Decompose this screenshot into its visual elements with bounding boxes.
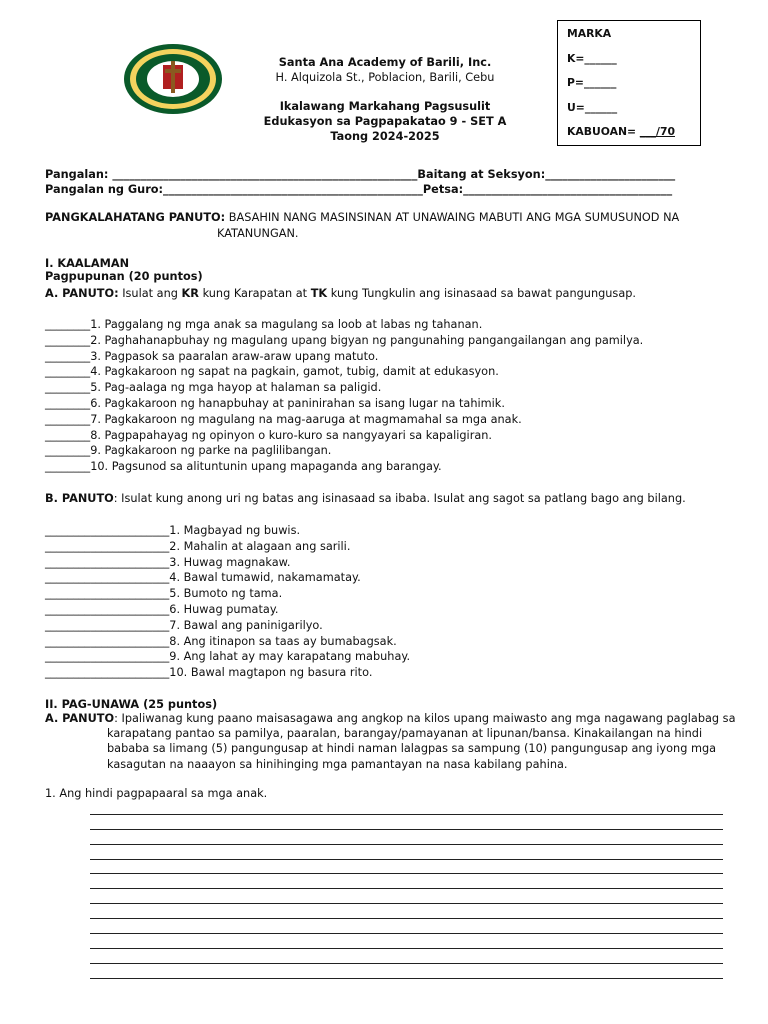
answer-line[interactable]: [90, 904, 723, 919]
part-b-item[interactable]: ______________________1. Magbayad ng buwis.: [45, 524, 301, 537]
section-2-line-1: : Ipaliwanag kung paano maisasagawa ang angkop na kilos upang maiwasto ang mga nagawang paglabag sa: [114, 712, 736, 725]
score-k[interactable]: K=______: [567, 51, 617, 65]
section-1-title: I. KAALAMAN: [45, 257, 130, 270]
section-2-line-4: kasagutan na naaayon sa hinihinging mga pamantayan na nasa kabilang pahina.: [107, 758, 568, 771]
tk-abbrev: TK: [310, 287, 328, 300]
answer-line[interactable]: [90, 845, 723, 860]
part-b-item[interactable]: ______________________5. Bumoto ng tama.: [45, 587, 283, 601]
part-b-label: B. PANUTO: [45, 492, 114, 505]
part-b-item[interactable]: ______________________6. Huwag pumatay.: [45, 602, 279, 616]
part-a-item[interactable]: ________1. Paggalang ng mga anak sa magulang sa loob at labas ng tahanan.: [45, 318, 483, 331]
school-address: H. Alquizola St., Poblacion, Barili, Cebu: [275, 71, 495, 84]
part-a-label: A. PANUTO:: [45, 287, 119, 300]
general-label: PANGKALAHATANG PANUTO:: [45, 211, 226, 224]
name-field[interactable]: [45, 167, 675, 183]
part-b-item[interactable]: ______________________2. Mahalin at alagaan ang sarili.: [45, 539, 351, 553]
score-total-label: KABUOAN=: [567, 125, 640, 138]
part-a-items: [45, 317, 643, 475]
part-a-item[interactable]: ________3. Pagpasok sa paaralan araw-araw upang matuto.: [45, 349, 379, 363]
teacher-field[interactable]: [45, 182, 672, 198]
answer-line[interactable]: [90, 860, 723, 875]
part-b-item[interactable]: ______________________4. Bawal tumawid, nakamamatay.: [45, 571, 361, 585]
part-a-instructions: [45, 286, 636, 302]
score-u[interactable]: U=______: [567, 100, 618, 114]
score-total: [567, 125, 691, 150]
part-b-item[interactable]: ______________________3. Huwag magnakaw.: [45, 555, 291, 569]
teacher-line[interactable]: _____________________________: [259, 183, 423, 196]
part-a-text-2: kung Karapatan at: [198, 287, 311, 300]
school-logo: [123, 43, 223, 115]
part-a-item[interactable]: ________2. Paghahanapbuhay ng magulang upang bigyan ng pangunahing pangangailangan ang pamilya.: [45, 333, 644, 347]
answer-line[interactable]: [90, 919, 723, 934]
exam-year: Taong 2024-2025: [330, 130, 440, 143]
date-label[interactable]: Petsa:_____________________________________: [422, 183, 673, 196]
part-a-item[interactable]: ________10. Pagsunod sa alituntunin upang mapaganda ang barangay.: [45, 460, 442, 474]
exam-subject: Edukasyon sa Pagpapakatao 9 - SET A: [263, 115, 507, 128]
section-2-instructions: [45, 711, 736, 727]
general-text-2: KATANUNGAN.: [217, 227, 299, 240]
section-1-subtitle: Pagpupunan (20 puntos): [45, 270, 203, 283]
answer-line[interactable]: [90, 815, 723, 830]
school-header: [230, 55, 540, 144]
part-a-item[interactable]: ________9. Pagkakaroon ng parke na paglilibangan.: [45, 444, 332, 458]
name-label: Pangalan: ______________________________________________________: [45, 168, 418, 181]
part-b-item[interactable]: ______________________9. Ang lahat ay may karapatang mabuhay.: [45, 650, 411, 664]
section-2-line-2: karapatang pantao sa pamilya, paaralan, barangay/pamayanan at lipunan/bansa. Kinakailangan na hindi: [107, 727, 703, 740]
part-a-text-1: Isulat ang: [118, 287, 182, 300]
section-2-label: A. PANUTO: [45, 712, 115, 725]
part-b-items: [45, 523, 410, 681]
part-a-item[interactable]: ________6. Pagkakaroon ng hanapbuhay at paninirahan sa isang lugar na tahimik.: [45, 396, 505, 410]
part-b-item[interactable]: ______________________10. Bawal magtapon ng basura rito.: [45, 666, 373, 680]
school-name: Santa Ana Academy of Barili, Inc.: [278, 56, 492, 69]
general-text-1: BASAHIN NANG MASINSINAN AT UNAWAING MABUTI ANG MGA SUMUSUNOD NA: [225, 211, 680, 224]
answer-line[interactable]: [90, 874, 723, 889]
exam-title: Ikalawang Markahang Pagsusulit: [279, 100, 491, 113]
question-1: 1. Ang hindi pagpapaaral sa mga anak.: [45, 787, 268, 800]
answer-line[interactable]: [90, 949, 723, 964]
part-b-item[interactable]: ______________________8. Ang itinapon sa taas ay bumabagsak.: [45, 634, 397, 648]
answer-line[interactable]: [90, 800, 723, 815]
score-box: [557, 20, 701, 146]
part-a-text-3: kung Tungkulin ang isinasaad sa bawat pangungusap.: [327, 287, 636, 300]
answer-line[interactable]: [90, 964, 723, 979]
part-a-item[interactable]: ________5. Pag-aalaga ng mga hayop at halaman sa paligid.: [45, 381, 382, 395]
answer-line[interactable]: [90, 830, 723, 845]
kr-abbrev: KR: [181, 287, 199, 300]
answer-line[interactable]: [90, 934, 723, 949]
part-a-item[interactable]: ________7. Pagkakaroon ng magulang na mag-aaruga at magmamahal sa mga anak.: [45, 412, 522, 426]
section-2-title: II. PAG-UNAWA (25 puntos): [45, 698, 218, 711]
score-p[interactable]: P=______: [567, 76, 617, 89]
section-2-line-3: bababa sa limang (5) pangungusap at hindi naman lalagpas sa sampung (10) pangungusap ang iyong mga: [107, 742, 717, 755]
part-b-item[interactable]: ______________________7. Bawal ang paninigarilyo.: [45, 618, 323, 632]
general-instructions: [45, 210, 679, 226]
part-b-instructions: [45, 491, 686, 507]
answer-line[interactable]: [90, 889, 723, 904]
section-label[interactable]: Baitang at Seksyon:_______________________: [417, 168, 676, 181]
part-a-item[interactable]: ________8. Pagpapahayag ng opinyon o kuro-kuro sa nangyayari sa kapaligiran.: [45, 428, 493, 442]
part-b-text: : Isulat kung anong uri ng batas ang isinasaad sa ibaba. Isulat ang sagot sa patlang bago ang bilang.: [113, 492, 686, 505]
part-a-item[interactable]: ________4. Pagkakaroon ng sapat na pagkain, gamot, tubig, damit at edukasyon.: [45, 365, 499, 379]
answer-lines[interactable]: [90, 800, 723, 979]
teacher-label: Pangalan ng Guro:_________________: [45, 183, 260, 196]
score-total-value[interactable]: ___/70: [639, 125, 675, 138]
score-title: MARKA: [567, 27, 612, 40]
